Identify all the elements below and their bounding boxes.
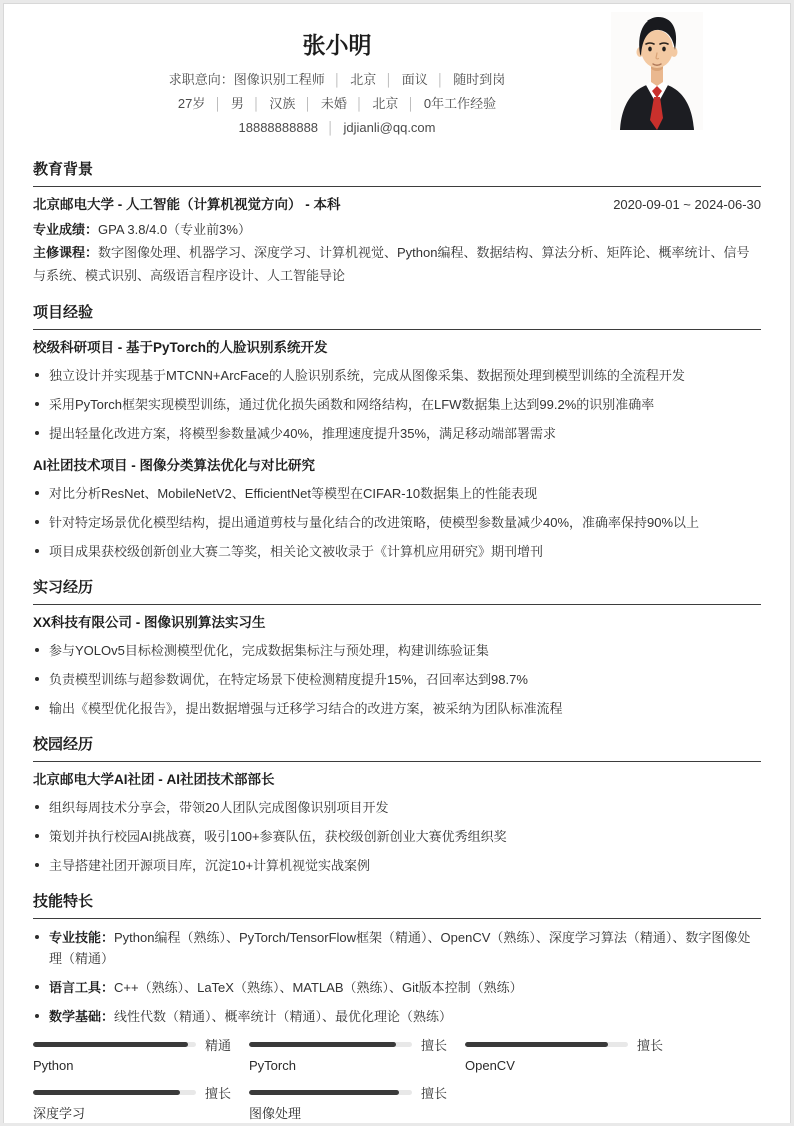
section-title-campus: 校园经历 (33, 735, 761, 762)
bullet-text: 提出轻量化改进方案，将模型参数量减少40%，推理速度提升35%，满足移动端部署需求 (49, 426, 557, 441)
separator: │ (252, 97, 261, 111)
bullet-item (33, 698, 761, 719)
skill-name-label: 图像处理 (249, 1106, 302, 1121)
bullet-dot (35, 491, 39, 495)
skill-level-label: 擅长 (420, 1085, 447, 1101)
education-date-range: 2020-09-01 ~ 2024-06-30 (613, 197, 761, 212)
bullet-dot (35, 648, 39, 652)
separator: │ (214, 97, 222, 111)
skill-bar-track (33, 1090, 196, 1095)
skill-bars-grid (33, 1035, 761, 1123)
skill-level-label: 擅长 (204, 1085, 231, 1101)
bullet-item (33, 365, 761, 386)
bullet-dot (35, 1014, 39, 1018)
skill-bar-line (249, 1035, 447, 1053)
bullet-dot (35, 549, 39, 553)
education-school-degree: 北京邮电大学 - 人工智能（计算机视觉方向） - 本科 (33, 197, 341, 212)
skill-item (33, 927, 761, 969)
contact-block (33, 68, 641, 140)
section-skills (33, 892, 761, 1123)
bullet-dot (35, 935, 39, 939)
skill-item (33, 977, 761, 998)
project-entry-1 (33, 338, 761, 444)
separator: │ (355, 97, 364, 111)
skill-bar-fill (249, 1042, 396, 1047)
separator: │ (407, 97, 415, 111)
skill-bar-line (249, 1083, 447, 1101)
skill-bar-fill (33, 1090, 180, 1095)
contact-line-phone-email (33, 116, 641, 140)
courses-line (33, 241, 761, 287)
separator: │ (333, 73, 342, 87)
skill-bar-line (465, 1035, 663, 1053)
skill-bar (465, 1035, 681, 1075)
section-title-skills: 技能特长 (33, 892, 761, 919)
gpa-line (33, 218, 761, 241)
campus-entry (33, 770, 761, 876)
candidate-name: 张小明 (302, 32, 372, 58)
contact-item: 0年工作经验 (423, 96, 497, 111)
section-title-internship: 实习经历 (33, 578, 761, 605)
contact-item: 男 (230, 96, 244, 111)
skill-bar-track (249, 1042, 412, 1047)
section-internship (33, 578, 761, 719)
skill-name-label: OpenCV (465, 1058, 515, 1073)
bullet-text: 项目成果获校级创新创业大赛二等奖，相关论文被收录于《计算机应用研究》期刊增刊 (49, 544, 544, 559)
skill-bar (249, 1083, 465, 1123)
bullet-dot (35, 431, 39, 435)
gpa-value: GPA 3.8/4.0（专业前3%） (98, 222, 251, 237)
header-text-block (33, 30, 641, 140)
skill-level-label: 擅长 (636, 1037, 663, 1053)
separator: │ (436, 73, 445, 87)
bullet-text: 针对特定场景优化模型结构，提出通道剪枝与量化结合的改进策略，使模型参数量减少40%，准确率保持90%以上 (49, 515, 700, 530)
project-entry-2 (33, 456, 761, 562)
contact-item: 未婚 (320, 96, 347, 111)
bullet-text: 独立设计并实现基于MTCNN+ArcFace的人脸识别系统，完成从图像采集、数据预处理到模型训练的全流程开发 (49, 368, 685, 383)
skill-bar-fill (249, 1090, 399, 1095)
bullet-text: 策划并执行校园AI挑战赛，吸引100+参赛队伍，获校级创新创业大赛优秀组织奖 (49, 829, 507, 844)
bullet-item (33, 797, 761, 818)
courses-value: 数字图像处理、机器学习、深度学习、计算机视觉、Python编程、数据结构、算法分析、矩阵论、概率统计、信号与系统、模式识别、高级语言程序设计、人工智能导论 (33, 245, 750, 283)
bullet-item (33, 826, 761, 847)
bullet-dot (35, 402, 39, 406)
separator: │ (385, 73, 393, 87)
contact-line-intention (33, 68, 641, 92)
contact-item: 图像识别工程师 (233, 72, 325, 87)
bullet-item (33, 512, 761, 533)
skill-bar (33, 1035, 249, 1075)
bullet-dot (35, 706, 39, 710)
bullet-item (33, 394, 761, 415)
skill-category-label: 语言工具： (49, 980, 115, 995)
bullet-item (33, 423, 761, 444)
gpa-label: 专业成绩： (33, 222, 99, 237)
contact-item: 随时到岗 (453, 72, 506, 87)
skills-bullets (33, 927, 761, 1027)
skill-category-value: Python编程（熟练）、PyTorch/TensorFlow框架（精通）、OpenCV（熟练）、深度学习算法（精通）、数字图像处理（精通） (49, 930, 751, 966)
bullet-dot (35, 520, 39, 524)
bullet-text: 参与YOLOv5目标检测模型优化，完成数据集标注与预处理，构建训练验证集 (49, 643, 489, 658)
section-education (33, 160, 761, 287)
bullet-text: 主导搭建社团开源项目库，沉淀10+计算机视觉实战案例 (49, 858, 371, 873)
contact-line-personal (33, 92, 641, 116)
contact-item: 北京 (350, 72, 377, 87)
resume-content (4, 4, 790, 1123)
resume-header (33, 4, 761, 140)
bullet-item (33, 483, 761, 504)
internship-bullets (33, 640, 761, 719)
contact-item: 27岁 (177, 96, 206, 111)
bullet-dot (35, 373, 39, 377)
skill-level-label: 擅长 (420, 1037, 447, 1053)
skill-bar-line (33, 1083, 231, 1101)
skill-category-label: 专业技能： (49, 930, 115, 945)
bullet-dot (35, 805, 39, 809)
bullet-text: 采用PyTorch框架实现模型训练，通过优化损失函数和网络结构，在LFW数据集上达到99.2%的识别准确率 (49, 397, 655, 412)
skill-text (49, 977, 761, 998)
skill-name-label: 深度学习 (33, 1106, 86, 1121)
campus-heading: 北京邮电大学AI社团 - AI社团技术部部长 (33, 772, 275, 787)
skill-text (49, 927, 761, 969)
project-heading: AI社团技术项目 - 图像分类算法优化与对比研究 (33, 458, 315, 473)
bullet-dot (35, 863, 39, 867)
education-entry (33, 195, 761, 214)
bullet-text: 对比分析ResNet、MobileNetV2、EfficientNet等模型在CIFAR-10数据集上的性能表现 (49, 486, 538, 501)
section-title-education: 教育背景 (33, 160, 761, 187)
skill-bar-track (465, 1042, 628, 1047)
contact-item: 18888888888 (238, 120, 319, 135)
courses-label: 主修课程： (33, 245, 99, 260)
internship-heading: XX科技有限公司 - 图像识别算法实习生 (33, 615, 266, 630)
campus-bullets (33, 797, 761, 876)
skill-bar-track (33, 1042, 196, 1047)
skill-name-label: Python (33, 1058, 74, 1073)
bullet-item (33, 855, 761, 876)
skill-bar-track (249, 1090, 412, 1095)
skill-category-value: C++（熟练）、LaTeX（熟练）、MATLAB（熟练）、Git版本控制（熟练） (114, 980, 523, 995)
bullet-item (33, 640, 761, 661)
project-bullets (33, 365, 761, 444)
contact-item: 面议 (401, 72, 428, 87)
resume-page (3, 3, 791, 1123)
skill-name-label: PyTorch (249, 1058, 296, 1073)
profile-photo-illustration (611, 12, 703, 130)
bullet-dot (35, 834, 39, 838)
skill-bar (33, 1083, 249, 1123)
contact-item: 北京 (372, 96, 399, 111)
skill-text (49, 1006, 761, 1027)
skill-bar-fill (465, 1042, 608, 1047)
job-intention-items (234, 72, 506, 87)
bullet-text: 组织每周技术分享会，带领20人团队完成图像识别项目开发 (49, 800, 389, 815)
bullet-item (33, 541, 761, 562)
section-title-projects: 项目经验 (33, 303, 761, 330)
bullet-text: 输出《模型优化报告》，提出数据增强与迁移学习结合的改进方案，被采纳为团队标准流程 (49, 701, 563, 716)
skill-category-value: 线性代数（精通）、概率统计（精通）、最优化理论（熟练） (114, 1009, 453, 1024)
bullet-dot (35, 985, 39, 989)
phone-email-items (239, 120, 436, 135)
separator: │ (304, 97, 312, 111)
bullet-item (33, 669, 761, 690)
skill-item (33, 1006, 761, 1027)
skill-bar (249, 1035, 465, 1075)
skill-bar-line (33, 1035, 231, 1053)
skill-level-label: 精通 (204, 1037, 231, 1053)
bullet-dot (35, 677, 39, 681)
skill-category-label: 数学基础： (49, 1009, 115, 1024)
section-campus (33, 735, 761, 876)
contact-item: jdjianli@qq.com (343, 120, 436, 135)
job-intention-label: 求职意向： (168, 72, 234, 87)
bullet-text: 负责模型训练与超参数调优，在特定场景下使检测精度提升15%，召回率达到98.7% (49, 672, 528, 687)
personal-info-items (178, 96, 496, 111)
project-bullets (33, 483, 761, 562)
profile-photo (611, 12, 703, 130)
contact-item: 汉族 (269, 96, 296, 111)
section-projects (33, 303, 761, 562)
project-heading: 校级科研项目 - 基于PyTorch的人脸识别系统开发 (33, 340, 328, 355)
skill-bar-fill (33, 1042, 188, 1047)
separator: │ (327, 121, 335, 135)
internship-entry (33, 613, 761, 719)
